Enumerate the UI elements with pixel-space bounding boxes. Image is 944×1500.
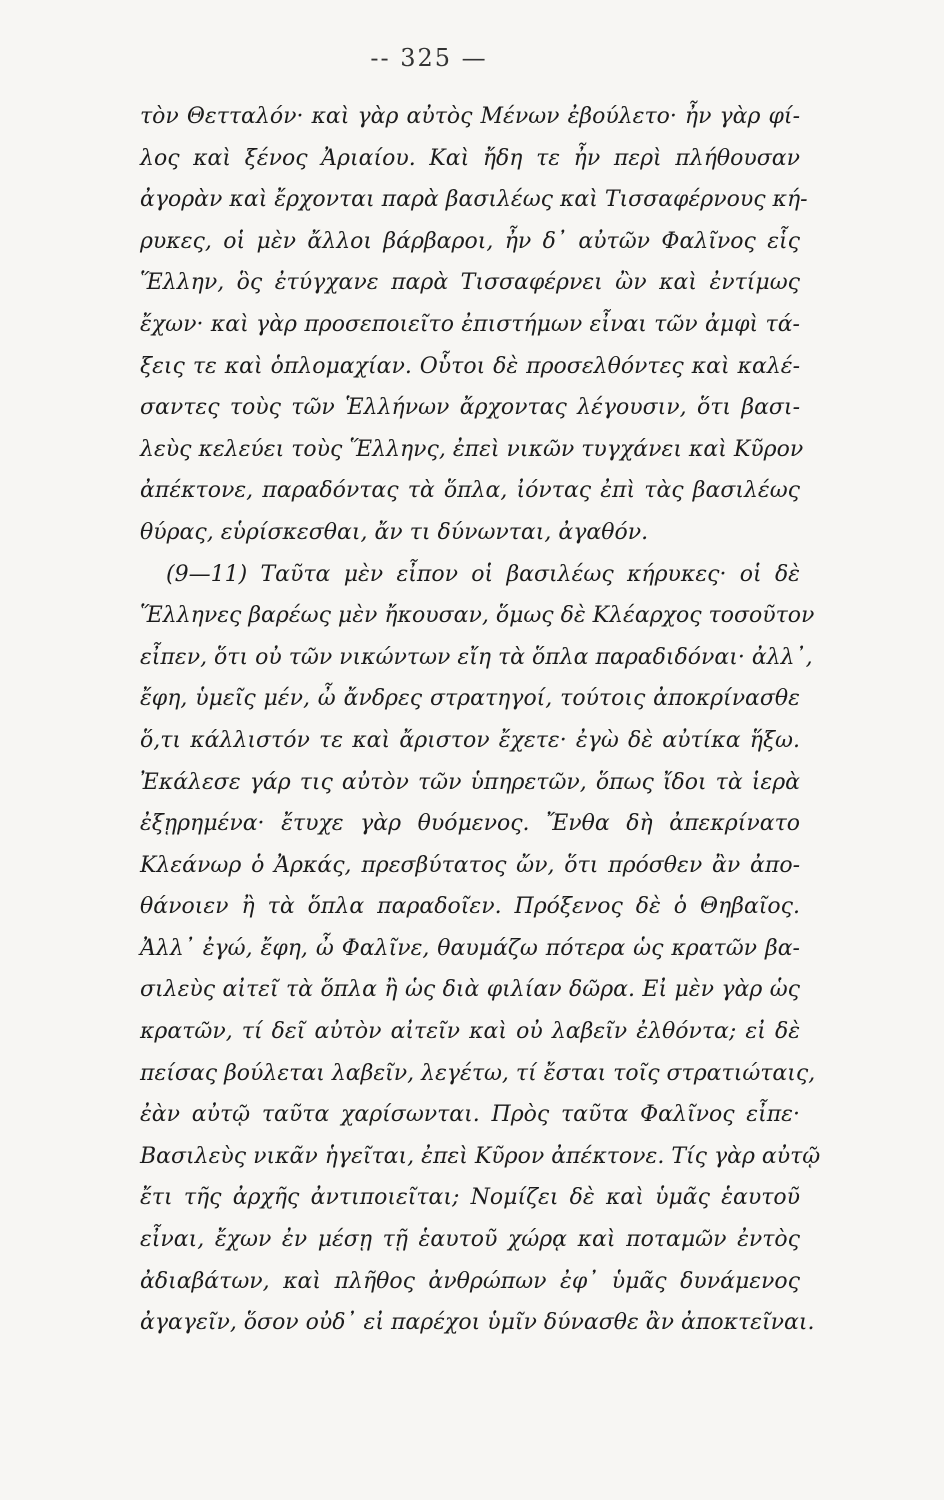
text-line: πείσας βούλεται λαβεῖν, λεγέτω, τί ἔσται τοῖς στρατιώταις, (140, 1060, 816, 1086)
text-line: ἀδιαβάτων, καὶ πλῆθος ἀνθρώπων ἐφ᾽ ὑμᾶς δυνάμενος (140, 1268, 800, 1294)
text-line: κρατῶν, τί δεῖ αὐτὸν αἰτεῖν καὶ οὐ λαβεῖν ἐλθόντα; εἰ δὲ (140, 1019, 800, 1045)
text-line: ἔτι τῆς ἀρχῆς ἀντιποιεῖται; Νομίζει δὲ καὶ ὑμᾶς ἑαυτοῦ (140, 1185, 800, 1211)
text-line: (9—11) Ταῦτα μὲν εἶπον οἱ βασιλέως κήρυκες· οἱ δὲ (166, 561, 800, 587)
text-line: θύρας, εὑρίσκεσθαι, ἄν τι δύνωνται, ἀγαθόν. (140, 519, 649, 545)
text-line: λος καὶ ξένος Ἀριαίου. Καὶ ἤδη τε ἦν περὶ πλήθουσαν (140, 145, 800, 171)
text-line: Ἕλλην, ὃς ἐτύγχανε παρὰ Τισσαφέρνει ὢν καὶ ἐντίμως (140, 270, 800, 296)
text-line: ἐὰν αὐτῷ ταῦτα χαρίσωνται. Πρὸς ταῦτα Φαλῖνος εἶπε· (140, 1102, 800, 1128)
text-line: ἀγαγεῖν, ὅσον οὐδ᾽ εἰ παρέχοι ὑμῖν δύνασθε ἂν ἀποκτεῖναι. (140, 1310, 815, 1336)
text-line: ξεις τε καὶ ὁπλομαχίαν. Οὗτοι δὲ προσελθόντες καὶ καλέ- (140, 353, 800, 379)
text-line: Ἕλληνες βαρέως μὲν ἤκουσαν, ὅμως δὲ Κλέαρχος τοσοῦτον (140, 603, 815, 629)
text-line: Κλεάνωρ ὁ Ἀρκάς, πρεσβύτατος ὤν, ὅτι πρόσθεν ἂν ἀπο- (140, 852, 800, 878)
text-line: ἔφη, ὑμεῖς μέν, ὦ ἄνδρες στρατηγοί, τούτοις ἀποκρίνασθε (140, 686, 800, 712)
text-line: ἔχων· καὶ γὰρ προσεποιεῖτο ἐπιστήμων εἶναι τῶν ἀμφὶ τά- (140, 311, 800, 337)
page-number: -- 325 — (370, 44, 488, 72)
text-line: ἐξῃρημένα· ἔτυχε γὰρ θυόμενος. Ἔνθα δὴ ἀπεκρίνατο (140, 811, 800, 837)
text-line: εἶπεν, ὅτι οὐ τῶν νικώντων εἴη τὰ ὅπλα παραδιδόναι· ἀλλ᾽, (140, 644, 813, 670)
text-line: λεὺς κελεύει τοὺς Ἕλληνς, ἐπεὶ νικῶν τυγχάνει καὶ Κῦρον (140, 436, 804, 462)
text-line: Βασιλεὺς νικᾶν ἡγεῖται, ἐπεὶ Κῦρον ἀπέκτονε. Τίς γὰρ αὐτῷ (140, 1143, 821, 1169)
text-line: ἀγορὰν καὶ ἔρχονται παρὰ βασιλέως καὶ Τισσαφέρνους κή- (140, 187, 808, 213)
text-line: τὸν Θετταλόν· καὶ γὰρ αὐτὸς Μένων ἐβούλετο· ἦν γὰρ φί- (140, 104, 800, 129)
text-line: ὅ,τι κάλλιστόν τε καὶ ἄριστον ἔχετε· ἐγὼ δὲ αὐτίκα ἥξω. (140, 727, 800, 753)
text-line: σαντες τοὺς τῶν Ἑλλήνων ἄρχοντας λέγουσιν, ὅτι βασι- (140, 395, 800, 421)
text-block (140, 96, 821, 1344)
text-line: εἶναι, ἔχων ἐν μέσῃ τῇ ἑαυτοῦ χώρᾳ καὶ ποταμῶν ἐντὸς (140, 1227, 800, 1253)
text-line: ρυκες, οἱ μὲν ἄλλοι βάρβαροι, ἦν δ᾽ αὐτῶν Φαλῖνος εἷς (140, 228, 800, 254)
text-line: σιλεὺς αἰτεῖ τὰ ὅπλα ἢ ὡς διὰ φιλίαν δῶρα. Εἰ μὲν γὰρ ὡς (140, 977, 800, 1003)
text-line: θάνοιεν ἢ τὰ ὅπλα παραδοῖεν. Πρόξενος δὲ ὁ Θηβαῖος. (140, 894, 800, 920)
text-line: Ἀλλ᾽ ἐγώ, ἔφη, ὦ Φαλῖνε, θαυμάζω πότερα ὡς κρατῶν βα- (140, 935, 800, 961)
text-line: Ἐκάλεσε γάρ τις αὐτὸν τῶν ὑπηρετῶν, ὅπως ἴδοι τὰ ἱερὰ (140, 769, 800, 795)
text-line: ἀπέκτονε, παραδόντας τὰ ὅπλα, ἰόντας ἐπὶ τὰς βασιλέως (140, 478, 800, 504)
